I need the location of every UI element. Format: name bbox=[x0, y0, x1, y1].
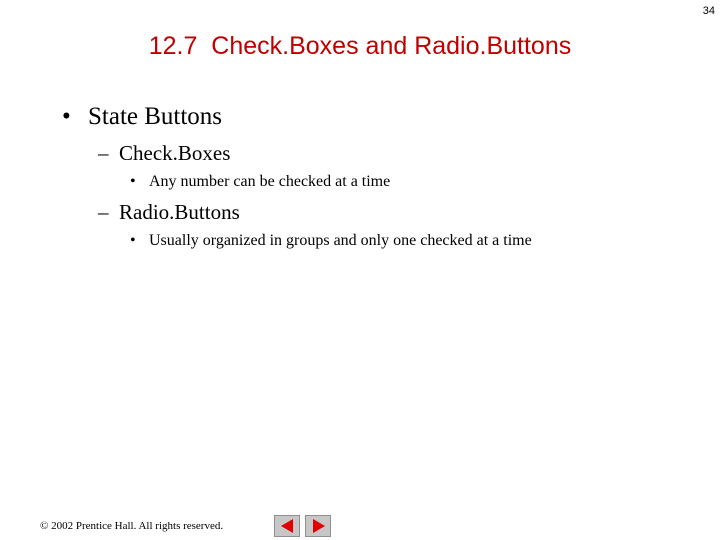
detail-radiobuttons bbox=[130, 232, 532, 250]
dash-marker: – bbox=[98, 141, 109, 165]
bullet-marker: • bbox=[62, 103, 71, 130]
copyright-text: 2002 Prentice Hall. All rights reserved. bbox=[48, 520, 224, 532]
bullet-text: State Buttons bbox=[88, 103, 223, 130]
copyright-icon: © bbox=[40, 520, 49, 532]
detail-checkboxes bbox=[130, 173, 390, 191]
slide-title: 12.7 Check.Boxes and Radio.Buttons bbox=[148, 32, 572, 60]
subbullet-text: Radio.Buttons bbox=[119, 200, 240, 224]
dash-marker: – bbox=[98, 200, 109, 224]
subbullet-checkboxes bbox=[98, 141, 230, 166]
slide-number: 34 bbox=[702, 5, 715, 17]
bullet-state-buttons bbox=[62, 103, 222, 131]
next-slide-button[interactable] bbox=[305, 515, 331, 537]
detail-text: Any number can be checked at a time bbox=[149, 173, 391, 190]
bullet-marker: • bbox=[130, 232, 136, 249]
previous-slide-button[interactable] bbox=[274, 515, 300, 537]
triangle-right-icon bbox=[313, 519, 325, 533]
footer-copyright bbox=[40, 520, 223, 532]
triangle-left-icon bbox=[281, 519, 293, 533]
detail-text: Usually organized in groups and only one checked at a time bbox=[149, 232, 532, 249]
bullet-marker: • bbox=[130, 173, 136, 190]
subbullet-text: Check.Boxes bbox=[119, 141, 231, 165]
subbullet-radiobuttons bbox=[98, 200, 240, 225]
